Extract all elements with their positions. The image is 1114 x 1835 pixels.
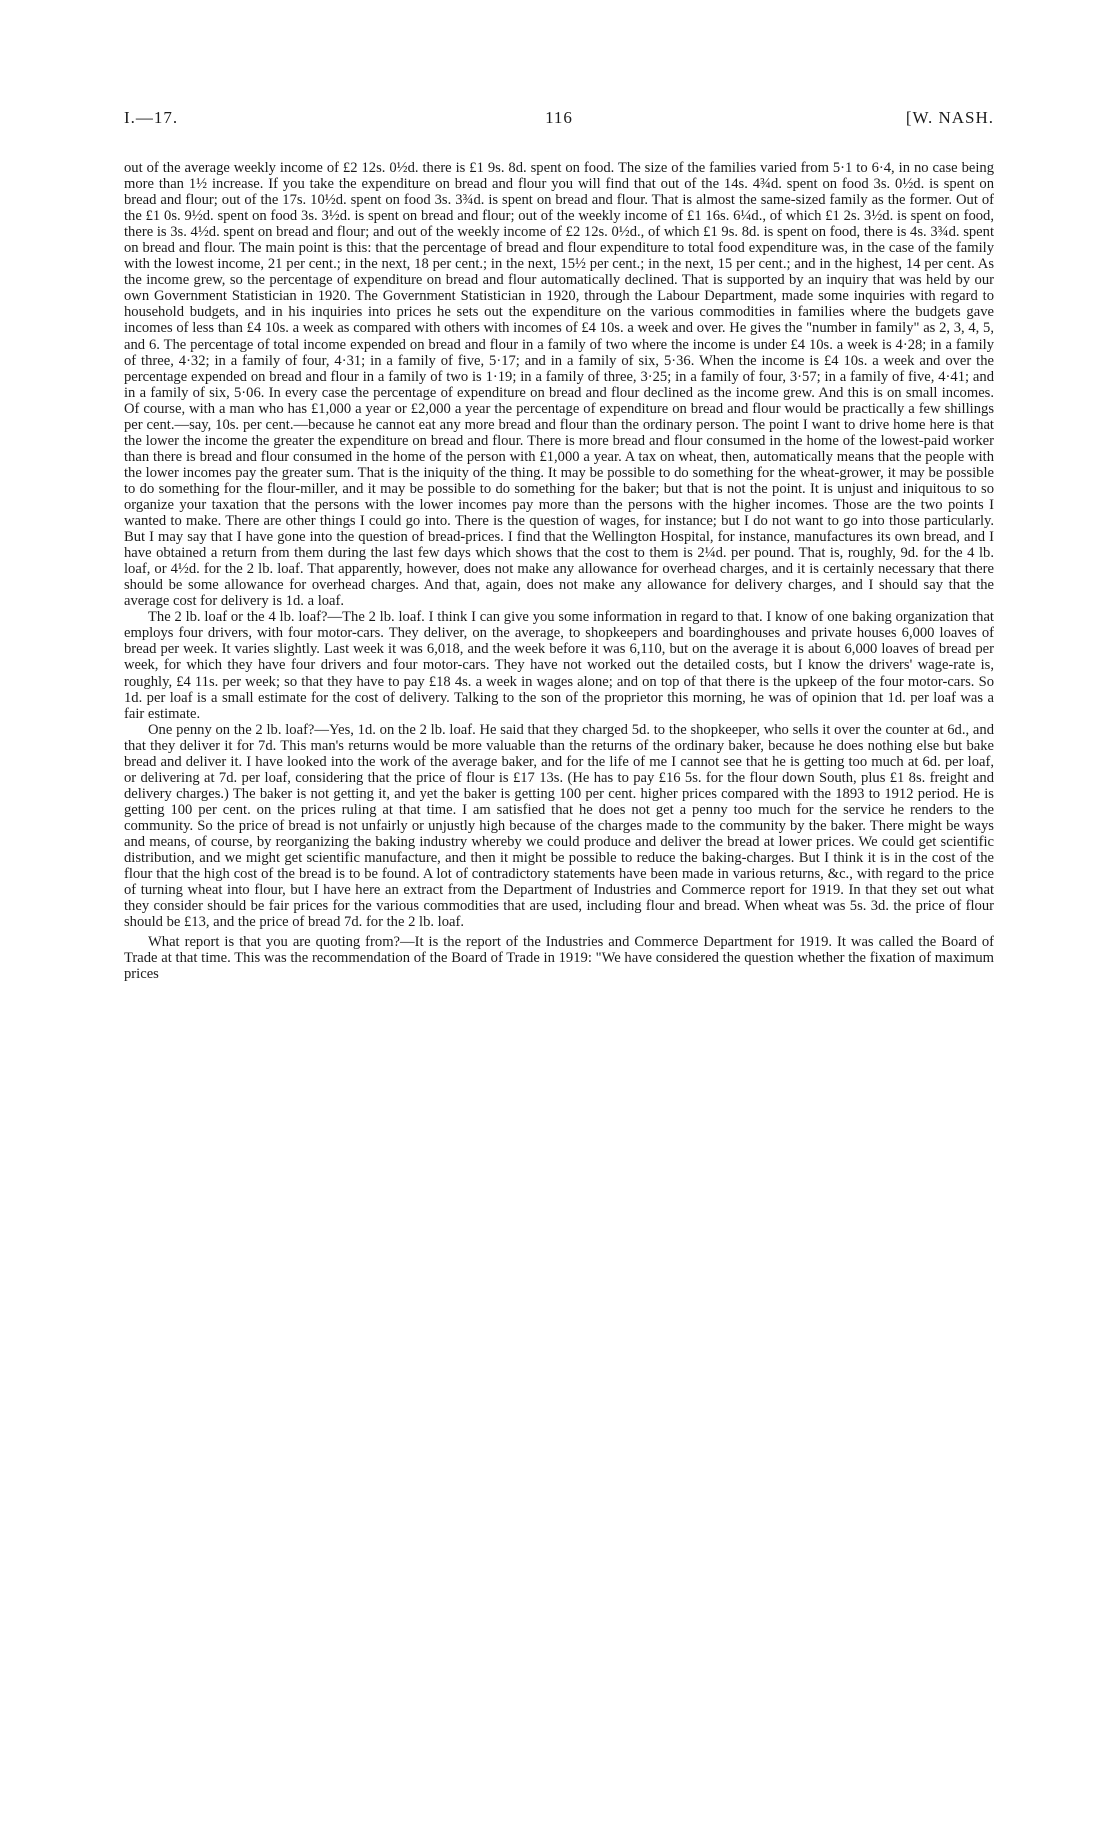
paragraph-1: out of the average weekly income of £2 12s. 0½d. there is £1 9s. 8d. spent on food. The size of the families varied from 5·1 to 6·4, in no case being more than 1½ increase. If you take the expenditure on bread and flour you will find that out of the 14s. 4¾d. spent on food 3s. 0½d. is spent on bread and flour; out of the 17s. 10½d. spent on food 3s. 3¾d. is spent on bread and flour. That is almost the same-sized family as the former. Out of the £1 0s. 9½d. spent on food 3s. 3½d. is spent on bread and flour; out of the weekly income of £1 16s. 6¼d., of which £1 2s. 3½d. is spent on food, there is 3s. 4½d. spent on bread and flour; and out of the weekly income of £2 12s. 0½d., of which £1 9s. 8d. is spent on food, there is 4s. 3¾d. spent on bread and flour. The main point is this: that the percentage of bread and flour expenditure to total food expenditure was, in the case of the family with the lowest income, 21 per cent.; in the next, 18 per cent.; in the next, 15½ per cent.; in the next, 15 per cent.; and in the highest, 14 per cent. As the income grew, so the percentage of expenditure on bread and flour automatically declined. That is supported by an inquiry that was held by our own Government Statistician in 1920. The Government Statistician in 1920, through the Labour Department, made some inquiries with regard to household budgets, and in his inquiries into prices he sets out the expenditure on the various commodities in families where the budgets gave incomes of less than £4 10s. a week as compared with others with incomes of £4 10s. a week and over. He gives the "number in family" as 2, 3, 4, 5, and 6. The percentage of total income expended on bread and flour in a family of two where the income is under £4 10s. a week is 4·28; in a family of three, 4·32; in a family of four, 4·31; in a family of five, 5·17; and in a family of six, 5·36. When the income is £4 10s. a week and over the percentage expended on bread and flour in a family of two is 1·19; in a family of three, 3·25; in a family of four, 3·57; in a family of five, 4·41; and in a family of six, 5·06. In every case the percentage of expenditure on bread and flour declined as the income grew. And this is on small incomes. Of course, with a man who has £1,000 a year or £2,000 a year the percentage of expenditure on bread and flour would be practically a few shillings per cent.—say, 10s. per cent.—because he cannot eat any more bread and flour than the ordinary person. The point I want to drive home here is that the lower the income the greater the expenditure on bread and flour. There is more bread and flour consumed in the home of the lowest-paid worker than there is bread and flour consumed in the home of the person with £1,000 a year. A tax on wheat, then, automatically means that the people with the lower incomes pay the greater sum. That is the iniquity of the thing. It may be possible to do something for the wheat-grower, it may be possible to do something for the flour-miller, and it may be possible to do something for the baker; but that is not the point. It is unjust and iniquitous to so organize your taxation that the persons with the lower incomes pay more than the persons with the higher incomes. Those are the two points I wanted to make. There are other things I could go into. There is the question of wages, for instance; but I do not want to go into those particularly. But I may say that I have gone into the question of bread-prices. I find that the Wellington Hospital, for instance, manufactures its own bread, and I have obtained a return from them during the last few days which shows that the cost to them is 2¼d. per pound. That is, roughly, 9d. for the 4 lb. loaf, or 4½d. for the 2 lb. loaf. That apparently, however, does not make any allowance for overhead charges, and it is certainly necessary that there should be some allowance for overhead charges. And that, again, does not make any allowance for delivery charges, and I should say that the average cost for delivery is 1d. a loaf.	[124, 160, 994, 610]
speaker-name: [W. NASH.	[905, 108, 994, 127]
paragraph-3: One penny on the 2 lb. loaf?—Yes, 1d. on the 2 lb. loaf. He said that they charged 5d. to the shopkeeper, who sells it over the counter at 6d., and that they deliver it for 7d. This man's returns would be more valuable than the returns of the ordinary baker, because he does nothing else but bake bread and deliver it. I have looked into the work of the average baker, and for the life of me I cannot see that he is getting too much at 6d. per loaf, or delivering at 7d. per loaf, considering that the price of flour is £17 13s. (He has to pay £16 5s. for the flour down South, plus £1 8s. freight and delivery charges.) The baker is not getting it, and yet the baker is getting 100 per cent. higher prices compared with the 1893 to 1912 period. He is getting 100 per cent. on the prices ruling at that time. I am satisfied that he does not get a penny too much for the service he renders to the community. So the price of bread is not unfairly or unjustly high because of the charges made to the community by the baker. There might be ways and means, of course, by reorganizing the baking industry whereby we could produce and deliver the bread at lower prices. We could get scientific distribution, and we might get scientific manufacture, and then it might be possible to reduce the baking-charges. But I think it is in the cost of the flour that the high cost of the bread is to be found. A lot of contradictory statements have been made in various returns, &c., with regard to the price of turning wheat into flour, but I have here an extract from the Department of Industries and Commerce report for 1919. In that they set out what they consider should be fair prices for the various commodities that are used, including flour and bread. When wheat was 5s. 3d. the price of flour should be £13, and the price of bread 7d. for the 2 lb. loaf.	[124, 721, 994, 931]
page-header	[124, 108, 994, 134]
page-number: 116	[545, 108, 573, 127]
paragraph-4: What report is that you are quoting from?—It is the report of the Industries and Commerce Department for 1919. It was called the Board of Trade at that time. This was the recommendation of the Board of Trade in 1919: "We have considered the question whether the fixation of maximum prices	[124, 934, 994, 983]
paragraph-2: The 2 lb. loaf or the 4 lb. loaf?—The 2 lb. loaf. I think I can give you some information in regard to that. I know of one baking organization that employs four drivers, with four motor-cars. They deliver, on the average, to shopkeepers and boardinghouses and private houses 6,000 loaves of bread per week. It varies slightly. Last week it was 6,018, and the week before it was 6,110, but on the average it is about 6,000 loaves of bread per week, for which they have four drivers and four motor-cars. They have not worked out the detailed costs, but I know the drivers' wage-rate is, roughly, £4 11s. per week; so that they have to pay £18 4s. a week in wages alone; and on top of that there is the upkeep of the four motor-cars. So 1d. per loaf is a small estimate for the cost of delivery. Talking to the son of the proprietor this morning, he was of opinion that 1d. per loaf was a fair estimate.	[124, 609, 994, 722]
page-reference: I.—17.	[124, 108, 179, 127]
body-text	[124, 160, 994, 982]
